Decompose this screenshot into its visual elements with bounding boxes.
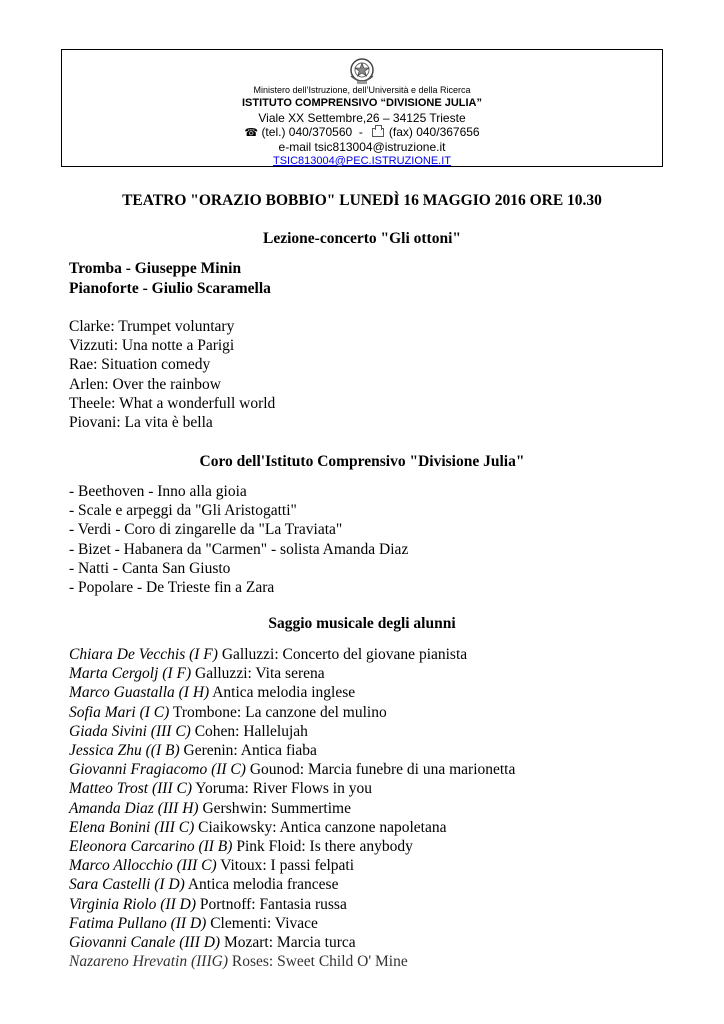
student-piece: Cohen: Hallelujah — [190, 722, 308, 740]
student-name: Eleonora Carcarino (II B) — [69, 838, 233, 856]
list-item — [69, 818, 515, 837]
student-name: Amanda Diaz (III H) — [69, 799, 199, 817]
student-name: Nazareno Hrevatin (IIIG) — [69, 953, 228, 971]
list-item: - Bizet - Habanera da "Carmen" - solista Amanda Diaz — [69, 540, 409, 558]
list-item — [69, 952, 515, 971]
list-item — [69, 722, 515, 741]
school-name: ISTITUTO COMPRENSIVO “DIVISIONE JULIA” — [242, 97, 482, 109]
list-item — [69, 933, 515, 952]
student-piece: Galluzzi: Vita serena — [191, 665, 325, 683]
list-item — [69, 779, 515, 798]
pec-email-link[interactable]: TSIC813004@PEC.ISTRUZIONE.IT — [272, 155, 452, 167]
list-item: - Popolare - De Trieste fin a Zara — [69, 579, 275, 597]
student-piece: Pink Floid: Is there anybody — [232, 838, 413, 856]
student-name: Giovanni Canale (III D) — [69, 934, 221, 952]
student-piece: Roses: Sweet Child O' Mine — [227, 953, 408, 971]
student-piece: Clementi: Vivace — [206, 914, 318, 932]
school-address: Viale XX Settembre,26 – 34125 Trieste — [258, 111, 466, 125]
student-name: Elena Bonini (III C) — [69, 818, 195, 836]
list-item — [69, 914, 515, 933]
list-item: - Scale e arpeggi da "Gli Aristogatti" — [69, 502, 297, 520]
student-name: Giovanni Fragiacomo (II C) — [69, 761, 246, 779]
lesson-title: Lezione-concerto "Gli ottoni" — [263, 230, 461, 247]
fax-icon — [372, 128, 384, 137]
list-item — [69, 741, 515, 760]
student-name: Matteo Trost (III C) — [69, 780, 192, 798]
list-item — [69, 760, 515, 779]
letterhead-box — [61, 49, 663, 167]
list-item: Arlen: Over the rainbow — [69, 375, 221, 393]
student-name: Giada Sivini (III C) — [69, 722, 191, 740]
list-item — [69, 875, 515, 894]
student-name: Jessica Zhu ((I B) — [69, 742, 180, 760]
list-item: Theele: What a wonderfull world — [69, 394, 276, 412]
student-name: Virginia Riolo (II D) — [69, 895, 196, 913]
ministry-name: Ministero dell’Istruzione, dell’Università e della Ricerca — [253, 85, 471, 95]
telephone-icon: ☎ — [244, 127, 259, 139]
student-piece: Vitoux: I passi felpati — [216, 857, 355, 875]
students-list — [69, 645, 515, 971]
list-item: Piovani: La vita è bella — [69, 414, 213, 432]
fax-number: (fax) 040/367656 — [388, 125, 480, 139]
student-name: Marco Guastalla (I H) — [69, 684, 210, 702]
student-piece: Antica melodia inglese — [209, 684, 356, 702]
list-item — [69, 856, 515, 875]
choir-list — [69, 482, 408, 597]
student-piece: Antica melodia francese — [184, 876, 339, 894]
list-item — [69, 664, 515, 683]
student-piece: Galluzzi: Concerto del giovane pianista — [217, 646, 468, 663]
list-item: - Natti - Canta San Giusto — [69, 559, 231, 577]
list-item — [69, 703, 515, 722]
list-item — [69, 799, 515, 818]
performers — [69, 259, 271, 299]
student-name: Chiara De Vecchis (I F) — [69, 646, 218, 663]
list-item — [69, 683, 515, 702]
student-piece: Gounod: Marcia funebre di una marionetta — [245, 761, 516, 779]
student-name: Sofia Mari (I C) — [69, 703, 170, 721]
student-piece: Gerenin: Antica fiaba — [179, 742, 317, 760]
student-name: Fatima Pullano (II D) — [69, 914, 207, 932]
student-name: Marta Cergolj (I F) — [69, 665, 192, 683]
student-name: Marco Allocchio (III C) — [69, 857, 217, 875]
student-piece: Portnoff: Fantasia russa — [196, 895, 347, 913]
program-list — [69, 317, 275, 432]
student-piece: Yoruma: River Flows in you — [192, 780, 372, 798]
performer-piano: Pianoforte - Giulio Scaramella — [69, 280, 271, 297]
student-piece: Mozart: Marcia turca — [220, 934, 356, 952]
list-item: - Beethoven - Inno alla gioia — [69, 483, 247, 500]
school-email: e-mail tsic813004@istruzione.it — [278, 140, 446, 154]
list-item: Rae: Situation comedy — [69, 356, 211, 374]
list-item — [69, 645, 515, 664]
student-piece: Trombone: La canzone del mulino — [169, 703, 387, 721]
student-piece: Ciaikowsky: Antica canzone napoletana — [194, 818, 447, 836]
event-title: TEATRO "ORAZIO BOBBIO" LUNEDÌ 16 MAGGIO 2016 ORE 10.30 — [122, 192, 602, 209]
list-item — [69, 837, 515, 856]
student-name: Sara Castelli (I D) — [69, 876, 185, 894]
italian-republic-emblem-icon — [348, 56, 376, 86]
list-item: - Verdi - Coro di zingarelle da "La Traviata" — [69, 521, 343, 539]
list-item: Clarke: Trumpet voluntary — [69, 318, 235, 335]
choir-title: Coro dell'Istituto Comprensivo "Divisione Julia" — [199, 453, 525, 470]
contact-phone-fax: ☎ (tel.) 040/370560 - (fax) 040/367656 — [244, 125, 480, 139]
performer-trumpet: Tromba - Giuseppe Minin — [69, 260, 242, 277]
phone-number: (tel.) 040/370560 — [261, 125, 353, 139]
list-item — [69, 895, 515, 914]
list-item: Vizzuti: Una notte a Parigi — [69, 337, 235, 355]
saggio-title: Saggio musicale degli alunni — [268, 615, 456, 632]
student-piece: Gershwin: Summertime — [198, 799, 351, 817]
